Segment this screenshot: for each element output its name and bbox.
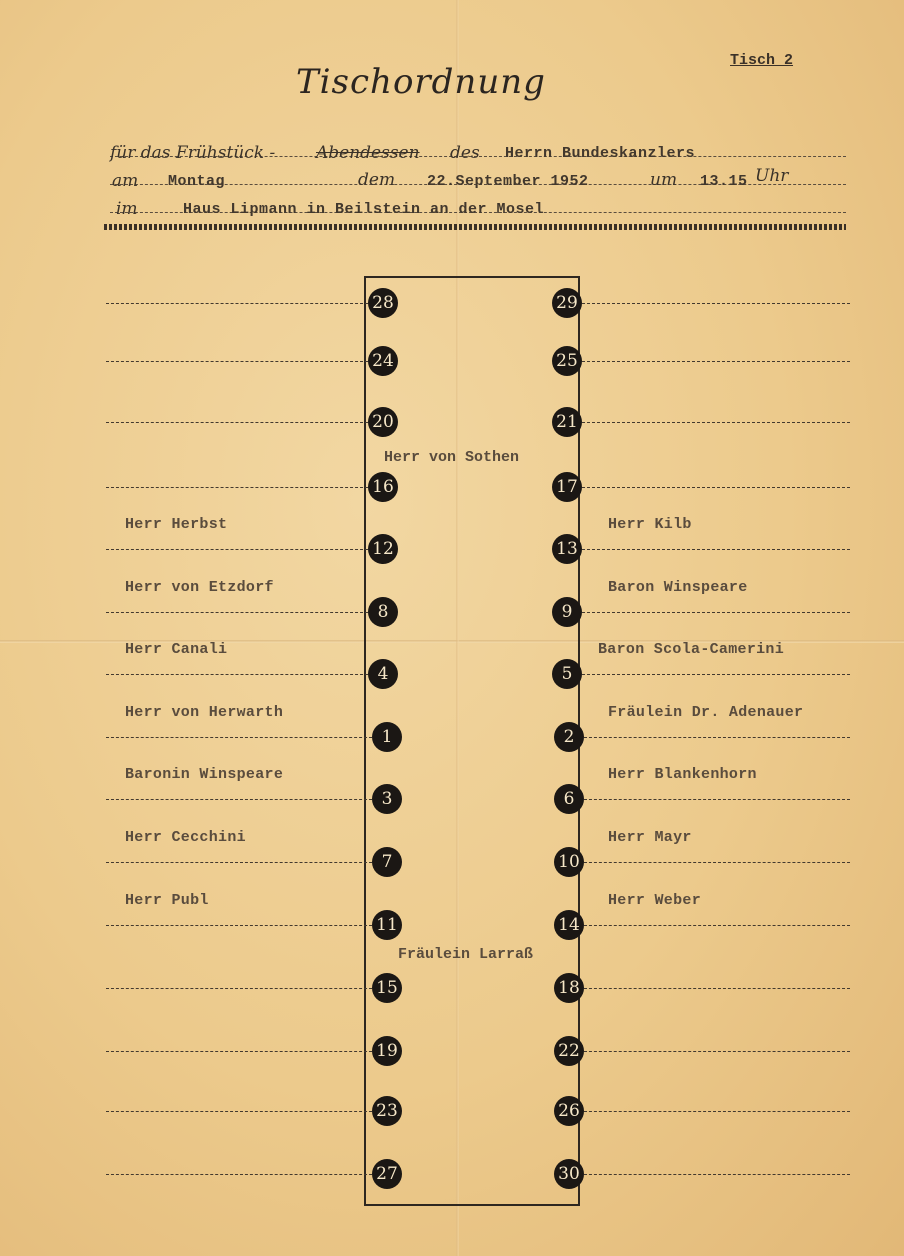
seat-number-29: 29 bbox=[552, 288, 582, 318]
seat-number-13: 13 bbox=[552, 534, 582, 564]
guest-line-seat-22 bbox=[584, 1051, 850, 1052]
guest-line-seat-24 bbox=[106, 361, 368, 362]
seat-number-1: 1 bbox=[372, 722, 402, 752]
guest-line-seat-21 bbox=[582, 422, 850, 423]
document-title: Tischordnung bbox=[296, 62, 546, 102]
seat-number-18: 18 bbox=[554, 973, 584, 1003]
time-um: um bbox=[650, 170, 678, 190]
guest-line-seat-14 bbox=[584, 925, 850, 926]
guest-line-seat-25 bbox=[582, 361, 850, 362]
date-value: 22.September 1952 bbox=[427, 173, 589, 190]
guest-name-seat-12: Herr Herbst bbox=[125, 516, 228, 533]
seat-number-30: 30 bbox=[554, 1159, 584, 1189]
guest-line-seat-9 bbox=[582, 612, 850, 613]
guest-line-seat-26 bbox=[584, 1111, 850, 1112]
guest-name-seat-13: Herr Kilb bbox=[608, 516, 692, 533]
guest-line-seat-18 bbox=[584, 988, 850, 989]
guest-line-seat-7 bbox=[106, 862, 372, 863]
seat-number-2: 2 bbox=[554, 722, 584, 752]
seat-number-16: 16 bbox=[368, 472, 398, 502]
guest-line-seat-2 bbox=[584, 737, 850, 738]
seat-number-25: 25 bbox=[552, 346, 582, 376]
guest-line-seat-23 bbox=[106, 1111, 372, 1112]
foot-guest-name: Fräulein Larraß bbox=[398, 946, 534, 963]
seat-number-3: 3 bbox=[372, 784, 402, 814]
guest-name-seat-9: Baron Winspeare bbox=[608, 579, 748, 596]
seat-number-4: 4 bbox=[368, 659, 398, 689]
place-value: Haus Lipmann in Beilstein an der Mosel bbox=[183, 201, 545, 218]
guest-line-seat-5 bbox=[582, 674, 850, 675]
guest-line-seat-16 bbox=[106, 487, 368, 488]
time-uhr: Uhr bbox=[755, 166, 789, 186]
guest-name-seat-4: Herr Canali bbox=[125, 641, 228, 658]
seat-number-6: 6 bbox=[554, 784, 584, 814]
place-im: im bbox=[116, 199, 138, 219]
meal-prefix: für das Frühstück - bbox=[110, 143, 276, 163]
seat-number-23: 23 bbox=[372, 1096, 402, 1126]
head-guest-name: Herr von Sothen bbox=[384, 449, 520, 466]
meal-des: des bbox=[450, 143, 480, 163]
guest-line-seat-13 bbox=[582, 549, 850, 550]
seat-number-14: 14 bbox=[554, 910, 584, 940]
seat-number-17: 17 bbox=[552, 472, 582, 502]
seat-number-8: 8 bbox=[368, 597, 398, 627]
guest-line-seat-6 bbox=[584, 799, 850, 800]
table-number-label: Tisch 2 bbox=[730, 52, 794, 69]
guest-line-seat-12 bbox=[106, 549, 368, 550]
seat-number-10: 10 bbox=[554, 847, 584, 877]
guest-line-seat-29 bbox=[582, 303, 850, 304]
seat-number-12: 12 bbox=[368, 534, 398, 564]
guest-name-seat-3: Baronin Winspeare bbox=[125, 766, 284, 783]
date-am: am bbox=[112, 171, 139, 191]
seat-number-27: 27 bbox=[372, 1159, 402, 1189]
seat-number-21: 21 bbox=[552, 407, 582, 437]
guest-line-seat-28 bbox=[106, 303, 368, 304]
guest-line-seat-3 bbox=[106, 799, 372, 800]
seat-number-9: 9 bbox=[552, 597, 582, 627]
seat-number-5: 5 bbox=[552, 659, 582, 689]
guest-name-seat-6: Herr Blankenhorn bbox=[608, 766, 757, 783]
guest-line-seat-4 bbox=[106, 674, 368, 675]
guest-name-seat-2: Fräulein Dr. Adenauer bbox=[608, 704, 804, 721]
guest-name-seat-11: Herr Publ bbox=[125, 892, 209, 909]
guest-name-seat-5: Baron Scola-Camerini bbox=[598, 641, 785, 658]
guest-line-seat-20 bbox=[106, 422, 368, 423]
guest-name-seat-10: Herr Mayr bbox=[608, 829, 692, 846]
guest-name-seat-7: Herr Cecchini bbox=[125, 829, 246, 846]
seat-number-20: 20 bbox=[368, 407, 398, 437]
guest-line-seat-10 bbox=[584, 862, 850, 863]
guest-line-seat-17 bbox=[582, 487, 850, 488]
seat-number-19: 19 bbox=[372, 1036, 402, 1066]
guest-line-seat-27 bbox=[106, 1174, 372, 1175]
header-separator-rule bbox=[104, 224, 846, 228]
seat-number-24: 24 bbox=[368, 346, 398, 376]
seat-number-22: 22 bbox=[554, 1036, 584, 1066]
seat-number-26: 26 bbox=[554, 1096, 584, 1126]
guest-line-seat-1 bbox=[106, 737, 372, 738]
seat-number-11: 11 bbox=[372, 910, 402, 940]
time-value: 13.15 bbox=[700, 173, 748, 190]
host-name: Herrn Bundeskanzlers bbox=[505, 145, 696, 162]
seat-number-15: 15 bbox=[372, 973, 402, 1003]
guest-line-seat-30 bbox=[584, 1174, 850, 1175]
guest-line-seat-15 bbox=[106, 988, 372, 989]
date-dem: dem bbox=[358, 170, 396, 190]
guest-name-seat-8: Herr von Etzdorf bbox=[125, 579, 274, 596]
guest-name-seat-14: Herr Weber bbox=[608, 892, 702, 909]
guest-line-seat-8 bbox=[106, 612, 368, 613]
day-value: Montag bbox=[168, 173, 226, 190]
meal-struck: Abendessen bbox=[316, 143, 420, 163]
seat-number-28: 28 bbox=[368, 288, 398, 318]
guest-line-seat-19 bbox=[106, 1051, 372, 1052]
guest-name-seat-1: Herr von Herwarth bbox=[125, 704, 284, 721]
guest-line-seat-11 bbox=[106, 925, 372, 926]
seat-number-7: 7 bbox=[372, 847, 402, 877]
